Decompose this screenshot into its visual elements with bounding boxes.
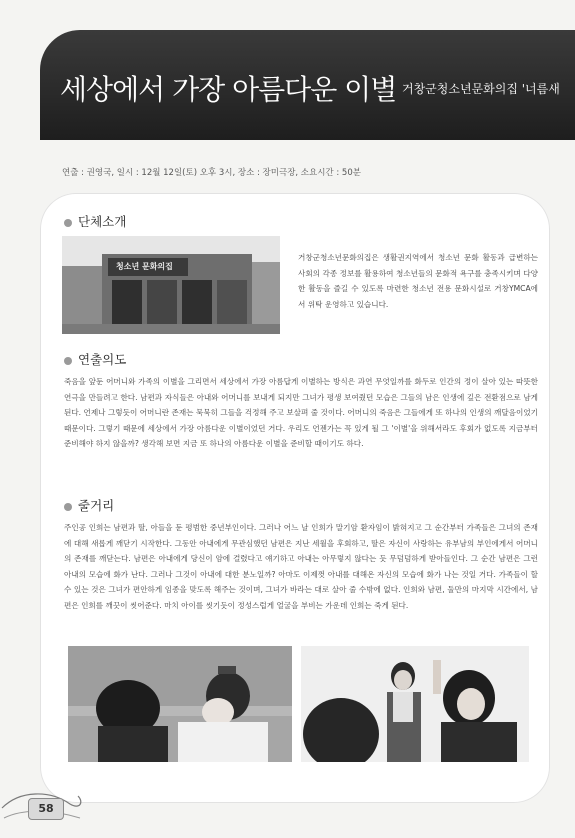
credits-line: 연출 : 권영국, 일시 : 12월 12일(토) 오후 3시, 장소 : 장미극장, 소요시간 : 50분 <box>62 168 361 178</box>
stage-photo-left <box>68 646 292 762</box>
stage-photo-right <box>301 646 529 762</box>
building-photo <box>62 236 280 334</box>
page-title: 세상에서 가장 아름다운 이별 <box>60 73 397 106</box>
page-subtitle: 거창군청소년문화의집 '너름새 <box>402 82 560 96</box>
page-number: 58 <box>28 798 64 820</box>
intro-text: 거창군청소년문화의집은 생활권지역에서 청소년 문화 활동과 급변하는 사회의 각종 정보를 활용하여 청소년들의 문화적 욕구를 충족시키며 다양한 활동을 즐길 수 있도록 마련한 청소년 전용 문화시설로 거창YMCA에서 위탁 운영하고 있습니다. <box>298 253 538 309</box>
synopsis-text: 주인공 인희는 남편과 딸, 아들을 둔 평범한 중년부인이다. 그러나 어느 날 인희가 말기암 환자임이 밝혀지고 그 순간부터 가족들은 그녀의 존재에 대해 새롭게 깨닫기 시작한다. 그동안 아내에게 무관심했던 남편은 지난 세월을 후회하고, 딸은 자신이 사랑하는 유부남의 부인에게서 어머니의 존재를 깨닫는다. 남편은 아내에게 당신이 암에 걸렸다고 얘기하고 아내는 아무렇지 않다는 듯 무덤덤하게 받아들인다. 그 순간 남편은 그런 아내의 모습에 화가 난다. 그러나 그것이 아내에 대한 분노일까? 아마도 이제껏 아내를 대해온 자신의 모습에 화가 나는 것일 거다. 가족들이 할 수 있는 것은 그녀가 편안하게 임종을 맞도록 해주는 것이며, 그녀가 바라는 대로 살아 줄 수밖에 없다. 인희와 남편, 둘만의 마지막 시간에서, 남편은 인희를 깨끗이 씻어준다. 마치 아이를 씻기듯이 정성스럽게 얼굴을 부비는 가운데 인희는 죽게 된다. <box>64 523 538 610</box>
title-banner <box>40 30 575 140</box>
section-heading-intent: 연출의도 <box>64 350 126 368</box>
bullet-icon <box>64 357 72 365</box>
bullet-icon <box>64 219 72 227</box>
building-sign: 청소년 문화의집 <box>116 262 173 271</box>
bullet-icon <box>64 503 72 511</box>
section-heading-synopsis: 줄거리 <box>64 496 114 514</box>
section-heading-intro: 단체소개 <box>64 212 126 230</box>
intent-text: 죽음을 앞둔 어머니와 가족의 이별을 그리면서 세상에서 가장 아름답게 이별하는 방식은 과연 무엇일까를 화두로 인간의 정이 살아 있는 따뜻한 연극을 만들려고 한다. 남편과 자식들은 아내와 어머니를 보내게 되지만 그녀가 평생 보여줬던 모습은 그들의 남은 인생에 깊은 전환점으로 남게 된다. 언제나 그렇듯이 어머니란 존재는 묵묵히 그들을 걱정해 주고 보살펴 줄 것이다. 어머니의 죽음은 그들에게 또 하나의 인생의 깨달음이었기 때문이다. 그렇기 때문에 세상에서 가장 아름다운 이별이었던 거다. 우리도 언젠가는 꼭 있게 될 그 '이별'을 위해서라도 후회가 없도록 지금부터 준비해야 하지 않을까? 생각해 보면 지금 또 하나의 아름다운 이별을 준비할 때이기도 하다. <box>64 377 538 449</box>
